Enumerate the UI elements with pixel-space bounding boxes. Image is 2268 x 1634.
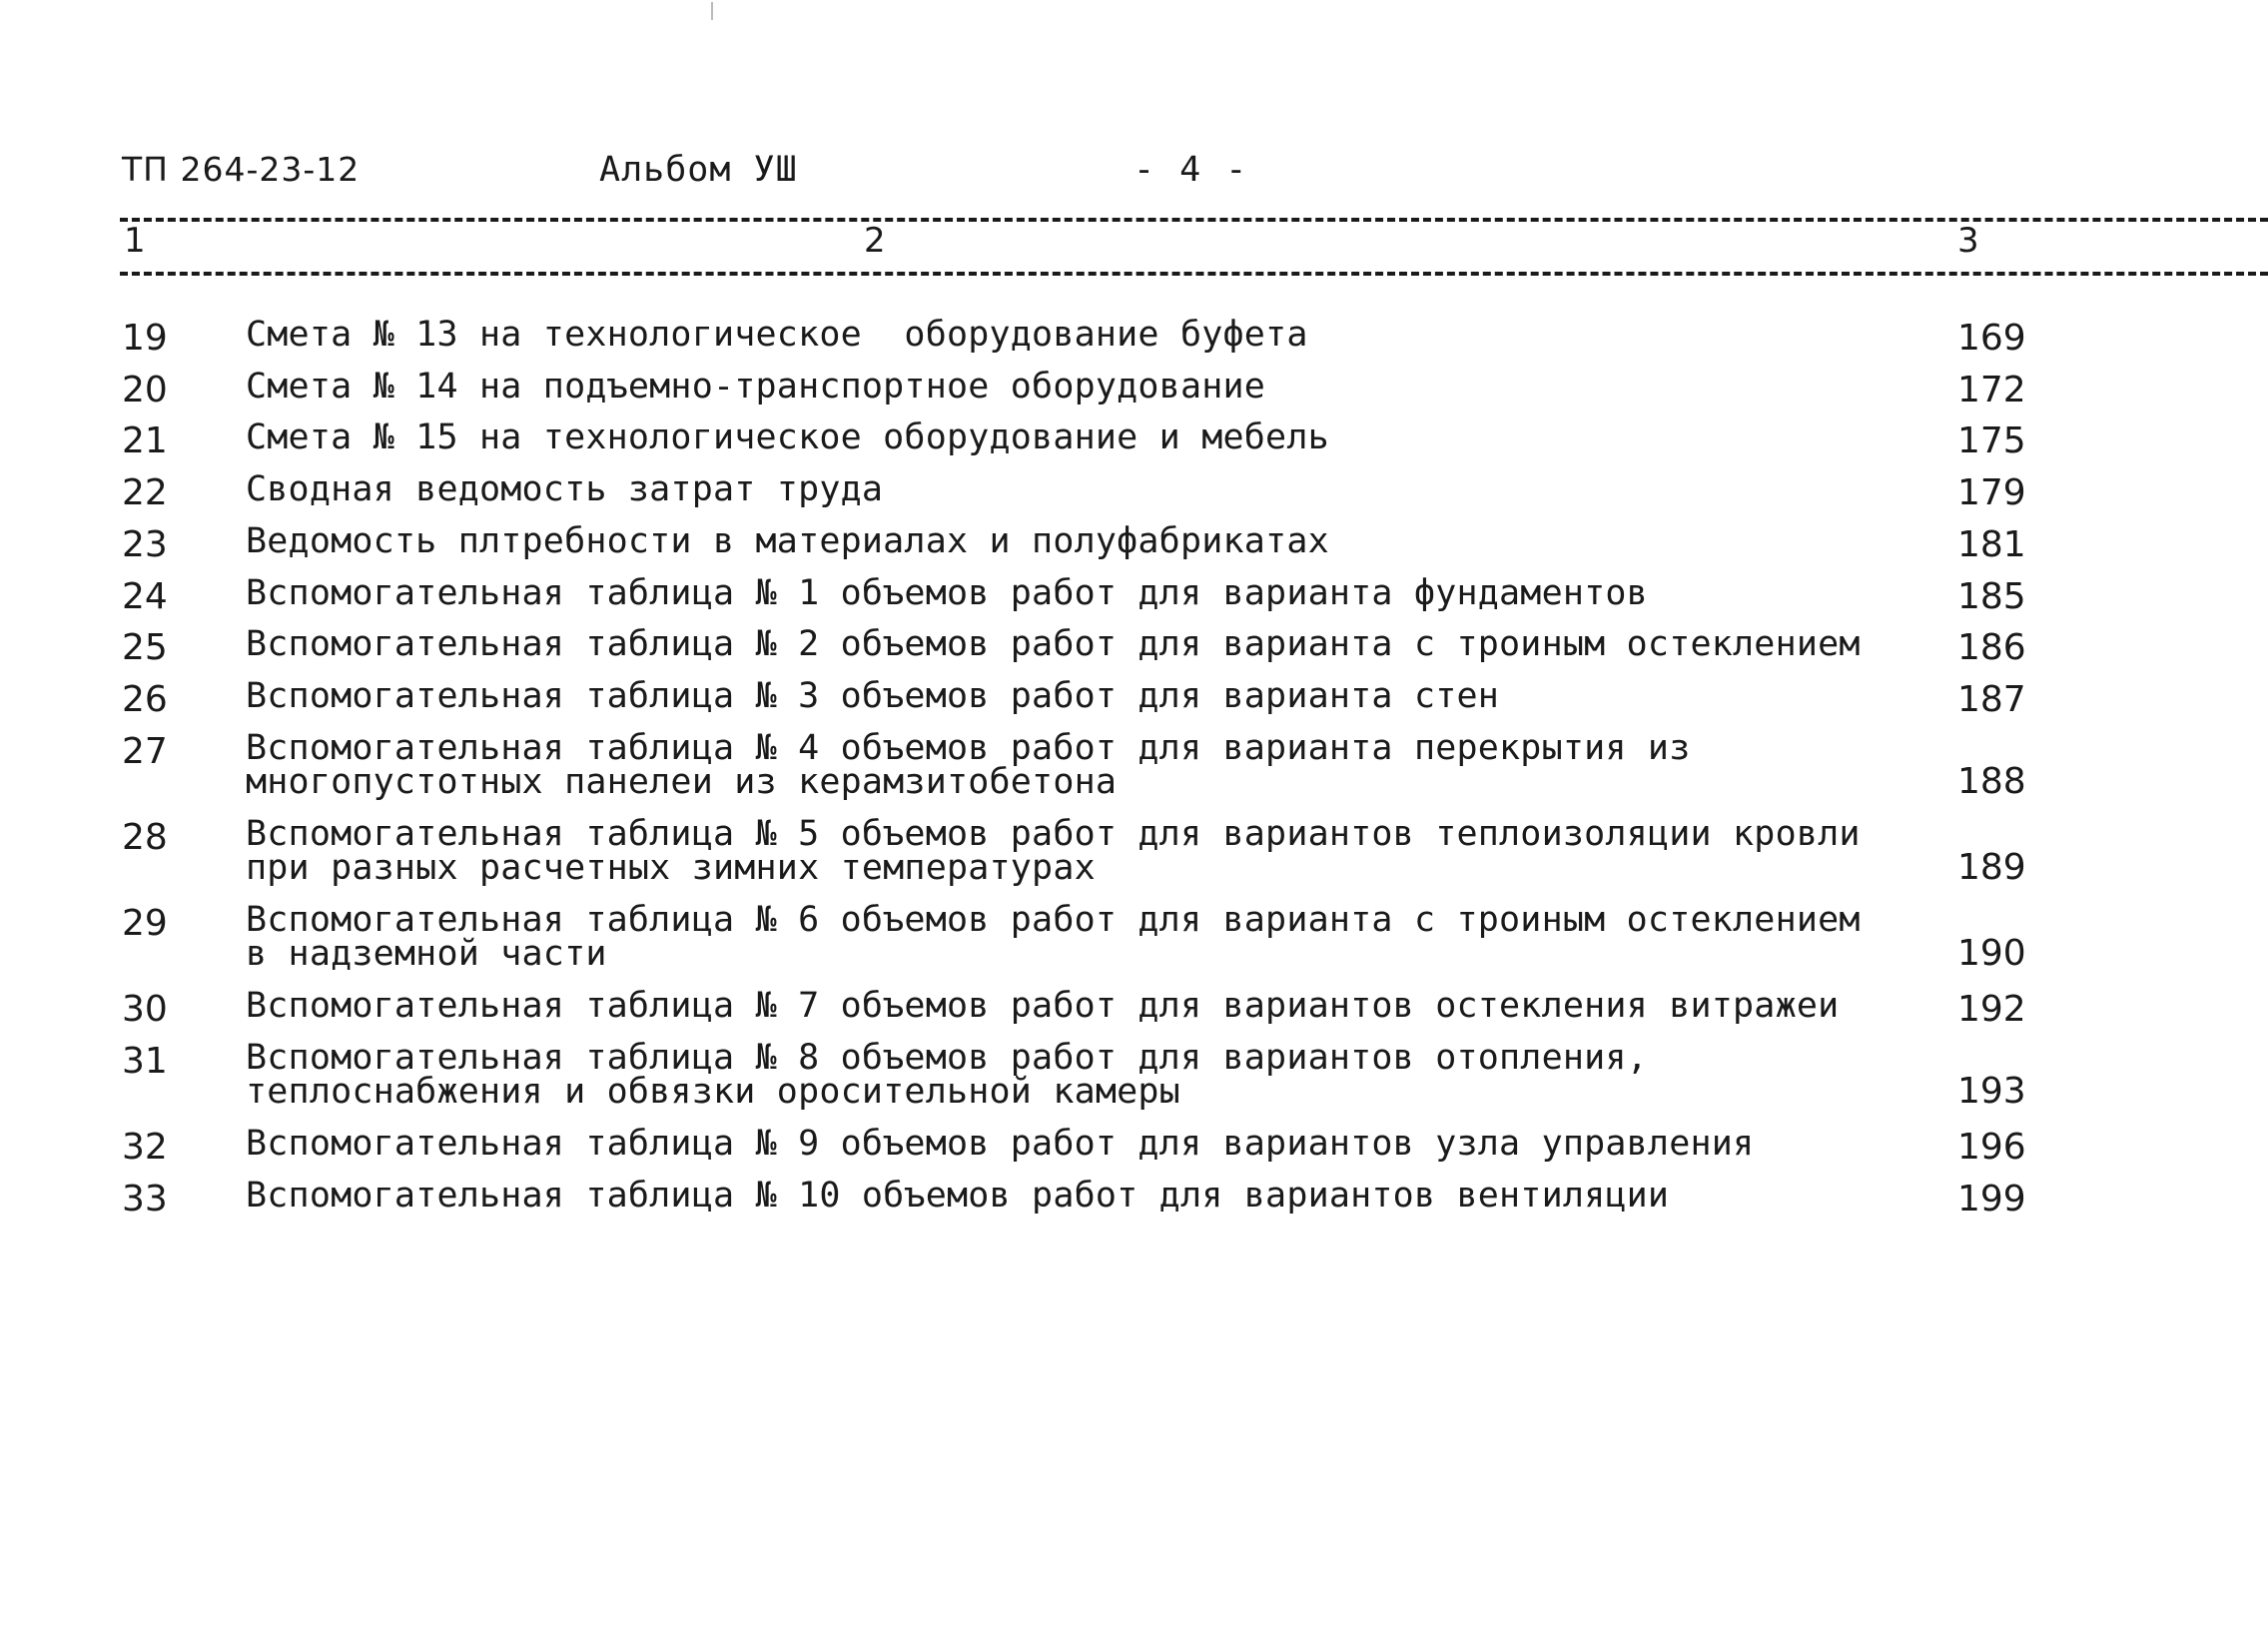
- item-title: Вспомогательная таблица № 5 объемов работ для вариантов теплоизоляции кровли при разных расчетных зимних температурах: [246, 814, 1861, 888]
- scan-mark: [711, 2, 721, 20]
- item-number: 25: [122, 627, 168, 668]
- item-number: 29: [122, 903, 168, 944]
- item-title: Вспомогательная таблица № 3 объемов работ для варианта стен: [246, 676, 1500, 716]
- column-number-2: 2: [864, 221, 886, 261]
- item-page: 187: [1957, 679, 2026, 720]
- item-title: Вспомогательная таблица № 6 объемов работ для варианта с троиным остеклением в надземной части: [246, 900, 1861, 974]
- item-page: 175: [1957, 420, 2026, 461]
- column-numbers: [0, 221, 2268, 271]
- item-number: 22: [122, 472, 168, 513]
- item-title: Смета № 15 на технологическое оборудование и мебель: [246, 417, 1329, 457]
- item-page: 181: [1957, 524, 2026, 565]
- item-page: 169: [1957, 318, 2026, 359]
- item-page: 188: [1957, 761, 2026, 802]
- page-number: - 4 -: [1134, 150, 1249, 190]
- item-page: 172: [1957, 370, 2026, 410]
- item-page: 189: [1957, 847, 2026, 888]
- item-title: Вспомогательная таблица № 4 объемов работ для варианта перекрытия из многопустотных панелеи из керамзитобетона: [246, 728, 1691, 802]
- item-title: Вспомогательная таблица № 9 объемов работ для вариантов узла управления: [246, 1124, 1755, 1164]
- item-number: 21: [122, 420, 168, 461]
- album-title: Альбом УШ: [599, 150, 798, 190]
- item-number: 27: [122, 731, 168, 772]
- item-number: 33: [122, 1179, 168, 1220]
- item-number: 28: [122, 817, 168, 858]
- item-title: Ведомость плтребности в материалах и полуфабрикатах: [246, 521, 1329, 561]
- column-number-1: 1: [124, 221, 146, 261]
- item-title: Вспомогательная таблица № 1 объемов работ для варианта фундаментов: [246, 573, 1648, 613]
- item-title: Смета № 13 на технологическое оборудование буфета: [246, 315, 1308, 355]
- item-number: 31: [122, 1041, 168, 1082]
- item-number: 23: [122, 524, 168, 565]
- item-title: Сводная ведомость затрат труда: [246, 469, 884, 509]
- item-title: Вспомогательная таблица № 10 объемов работ для вариантов вентиляции: [246, 1176, 1670, 1216]
- item-page: 192: [1957, 989, 2026, 1030]
- document-code: ТП 264-23-12: [122, 150, 361, 189]
- item-number: 30: [122, 989, 168, 1030]
- page-header: [0, 150, 2268, 200]
- item-number: 24: [122, 576, 168, 617]
- item-page: 196: [1957, 1127, 2026, 1168]
- item-title: Вспомогательная таблица № 8 объемов работ для вариантов отопления, теплоснабжения и обвязки оросительной камеры: [246, 1038, 1648, 1112]
- item-number: 32: [122, 1127, 168, 1168]
- item-title: Вспомогательная таблица № 2 объемов работ для варианта с троиным остеклением: [246, 624, 1861, 664]
- header-divider-bottom: [120, 272, 2268, 276]
- column-number-3: 3: [1957, 221, 1979, 261]
- item-page: 179: [1957, 472, 2026, 513]
- item-page: 186: [1957, 627, 2026, 668]
- item-number: 26: [122, 679, 168, 720]
- item-page: 199: [1957, 1179, 2026, 1220]
- item-page: 190: [1957, 933, 2026, 974]
- item-number: 20: [122, 370, 168, 410]
- item-title: Смета № 14 на подъемно-транспортное оборудование: [246, 367, 1266, 407]
- item-page: 185: [1957, 576, 2026, 617]
- item-page: 193: [1957, 1071, 2026, 1112]
- item-number: 19: [122, 318, 168, 359]
- item-title: Вспомогательная таблица № 7 объемов работ для вариантов остекления витражеи: [246, 986, 1840, 1026]
